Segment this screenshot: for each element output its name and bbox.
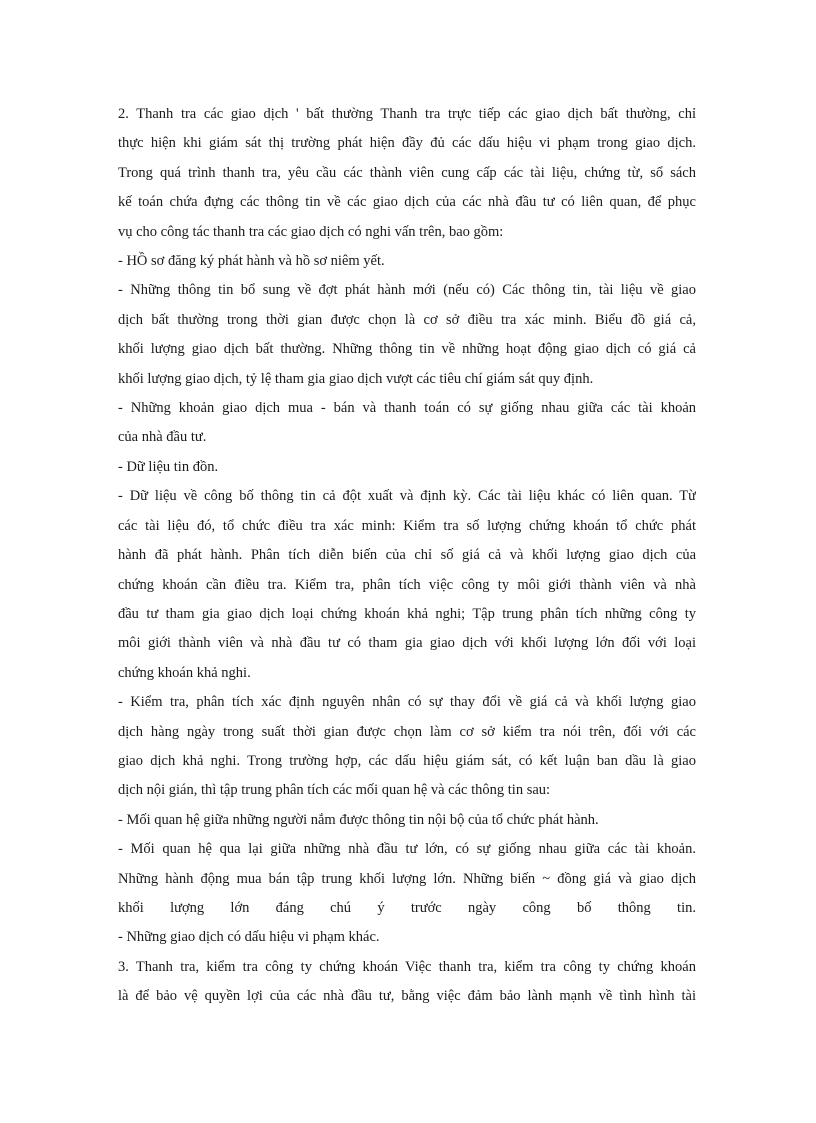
text-line: - Những thông tin bổ sung về đợt phát hành mới (nếu có) Các thông tin, tài liệu về giao xyxy=(118,282,696,299)
text-line: 2. Thanh tra các giao dịch ' bất thường Thanh tra trực tiếp các giao dịch bất thường, chỉ xyxy=(118,106,696,122)
text-line: các tài liệu đó, tổ chức điều tra xác minh: Kiểm tra số lượng chứng khoán tổ chức phát xyxy=(118,517,696,534)
list-item-buy-sell-transactions xyxy=(118,394,696,453)
list-item-cause-analysis xyxy=(118,688,696,806)
text-line: của nhà đầu tư. xyxy=(118,429,207,446)
text-line: - Mối quan hệ giữa những người nắm được thông tin nội bộ của tổ chức phát hành. xyxy=(118,811,599,828)
text-line: vụ cho công tác thanh tra các giao dịch có nghi vấn trên, bao gồm: xyxy=(118,223,504,240)
text-line: hành đã phát hành. Phân tích diễn biến của chỉ số giá cả và khối lượng giao dịch của xyxy=(118,547,696,564)
text-line: khối lượng giao dịch, tỷ lệ tham gia giao dịch vượt các tiêu chí giám sát quy định. xyxy=(118,370,594,387)
text-line: - HỒ sơ đăng ký phát hành và hồ sơ niêm yết. xyxy=(118,253,385,270)
text-line: đầu tư tham gia giao dịch loại chứng khoán khả nghi; Tập trung phân tích những công ty xyxy=(118,605,696,622)
paragraph-securities-company-inspection xyxy=(118,953,696,1012)
text-line: - Kiểm tra, phân tích xác định nguyên nhân có sự thay đổi về giá cả và khối lượng giao xyxy=(118,694,696,711)
text-line: - Những khoản giao dịch mua - bán và thanh toán có sự giống nhau giữa các tài khoản xyxy=(118,400,696,417)
text-line: chứng khoán khả nghi. xyxy=(118,664,251,681)
text-line: kế toán chứa đựng các thông tin về các giao dịch của các nhà đầu tư có liên quan, để phục xyxy=(118,194,696,211)
text-line: khối lượng lớn đáng chú ý trước ngày công bố thông tin. xyxy=(118,899,696,916)
list-item-rumor-data xyxy=(118,453,696,482)
list-item-other-violations xyxy=(118,923,696,952)
text-line: - Mối quan hệ qua lại giữa những nhà đầu tư lớn, có sự giống nhau giữa các tài khoản. xyxy=(118,841,696,858)
list-item-registration-dossier xyxy=(118,247,696,276)
list-item-insider-relations xyxy=(118,806,696,835)
list-item-disclosure-data xyxy=(118,482,696,688)
text-line: Những hành động mua bán tập trung khối lượng lớn. Những biến ~ đồng giá và giao dịch xyxy=(118,870,696,887)
text-line: dịch bất thường trong thời gian được chọn là cơ sở điều tra xác minh. Biểu đồ giá cả, xyxy=(118,311,696,328)
text-line: dịch hàng ngày trong suất thời gian được chọn làm cơ sở kiểm tra nói trên, đối với các xyxy=(118,723,696,740)
paragraph-inspection-unusual-transactions xyxy=(118,100,696,247)
text-line: môi giới thành viên và nhà đầu tư có tham gia giao dịch với khối lượng lớn đối với loại xyxy=(118,635,696,652)
text-line: thực hiện khi giám sát thị trường phát hiện đầy đủ các dấu hiệu vi phạm trong giao dịch. xyxy=(118,135,696,152)
text-line: khối lượng giao dịch bất thường. Những thông tin về những hoạt động giao dịch có giá cả xyxy=(118,341,696,358)
text-line: - Dữ liệu về công bố thông tin cả đột xuất và định kỳ. Các tài liệu khác có liên quan. Từ xyxy=(118,488,696,505)
text-line: - Những giao dịch có dấu hiệu vi phạm khác. xyxy=(118,929,380,946)
text-line: - Dữ liệu tin đồn. xyxy=(118,458,219,475)
list-item-supplementary-info xyxy=(118,276,696,394)
text-line: chứng khoán cần điều tra. Kiểm tra, phân tích việc công ty môi giới thành viên và nhà xyxy=(118,576,696,593)
document-page xyxy=(118,100,696,1012)
text-line: 3. Thanh tra, kiểm tra công ty chứng khoán Việc thanh tra, kiểm tra công ty chứng khoán xyxy=(118,958,696,975)
text-line: Trong quá trình thanh tra, yêu cầu các thành viên cung cấp các tài liệu, chứng từ, sổ sách xyxy=(118,164,696,181)
text-line: dịch nội gián, thì tập trung phân tích các mối quan hệ và các thông tin sau: xyxy=(118,782,551,799)
text-line: là để bảo vệ quyền lợi của các nhà đầu tư, bằng việc đảm bảo lành mạnh về tình hình tài xyxy=(118,988,696,1005)
text-line: giao dịch khả nghi. Trong trường hợp, các dấu hiệu giám sát, có kết luận ban dầu là giao xyxy=(118,752,696,769)
list-item-investor-relations xyxy=(118,835,696,923)
